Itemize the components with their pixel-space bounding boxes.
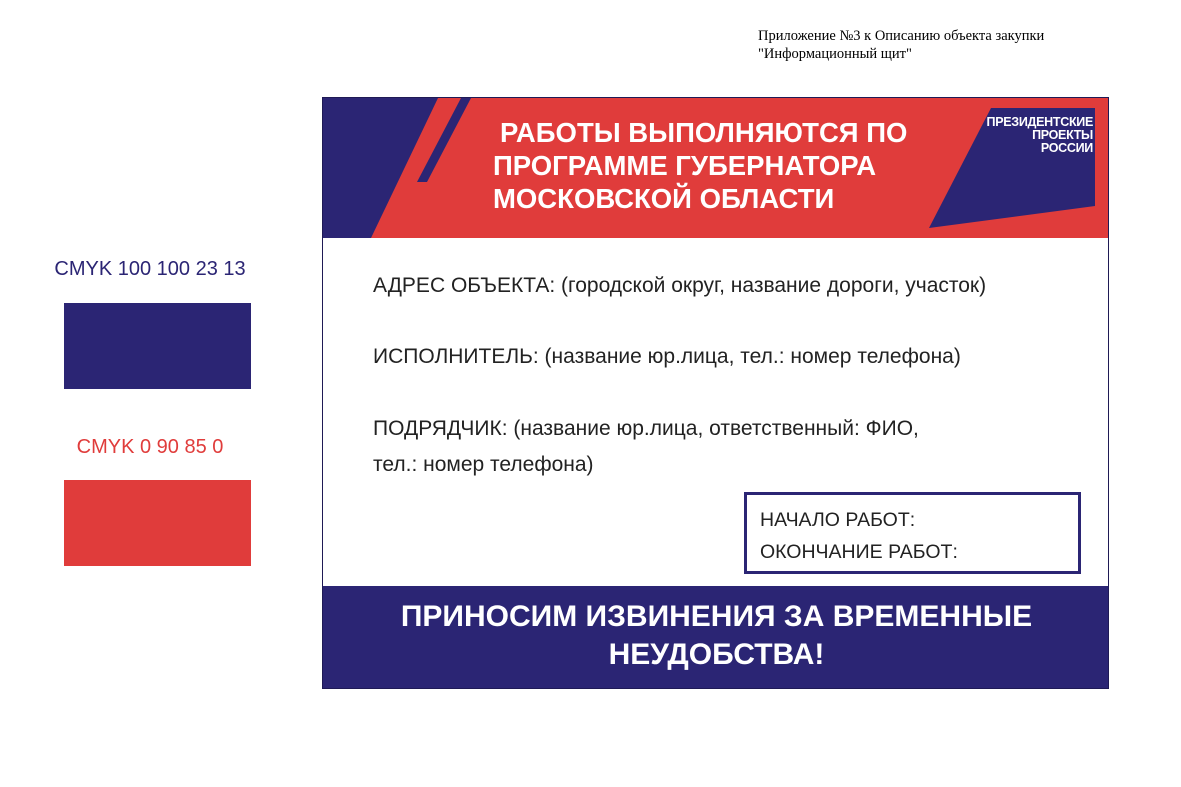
header-title-line-3: МОСКОВСКОЙ ОБЛАСТИ <box>493 183 835 214</box>
contractor-info-line-1: ПОДРЯДЧИК: (название юр.лица, ответственный: ФИО, <box>373 417 919 440</box>
appendix-note <box>758 27 1044 63</box>
logo-line-2: ПРОЕКТЫ <box>1032 128 1093 142</box>
appendix-note-line-1: Приложение №3 к Описанию объекта закупки <box>758 28 1045 44</box>
contractor-info-line-2: тел.: номер телефона) <box>373 453 594 476</box>
header-title <box>493 116 907 215</box>
presidential-projects-logo <box>963 116 1093 155</box>
object-address: АДРЕС ОБЪЕКТА: (городской округ, название дороги, участок) <box>373 274 987 297</box>
logo-line-1: ПРЕЗИДЕНТСКИЕ <box>986 115 1093 129</box>
header-title-line-1: РАБОТЫ ВЫПОЛНЯЮТСЯ ПО <box>500 117 908 148</box>
work-start-label: НАЧАЛО РАБОТ: <box>760 509 916 531</box>
footer-line-2: НЕУДОБСТВА! <box>608 638 825 671</box>
board-header <box>323 98 1109 238</box>
red-swatch-label: CMYK 0 90 85 0 <box>76 436 224 458</box>
blue-color-swatch <box>64 303 251 389</box>
header-title-line-2: ПРОГРАММЕ ГУБЕРНАТОРА <box>493 150 877 181</box>
board-footer <box>323 586 1109 689</box>
footer-line-1: ПРИНОСИМ ИЗВИНЕНИЯ ЗА ВРЕМЕННЫЕ <box>400 600 1033 633</box>
logo-line-3: РОССИИ <box>1040 141 1093 155</box>
work-dates-box <box>744 492 1081 574</box>
executor-info: ИСПОЛНИТЕЛЬ: (название юр.лица, тел.: номер телефона) <box>373 345 961 368</box>
left-blue-wedge <box>323 98 438 238</box>
information-board <box>322 97 1109 689</box>
appendix-note-line-2: "Информационный щит" <box>758 46 912 62</box>
blue-swatch-label: CMYK 100 100 23 13 <box>54 258 246 280</box>
work-end-label: ОКОНЧАНИЕ РАБОТ: <box>760 541 958 563</box>
red-color-swatch <box>64 480 251 566</box>
